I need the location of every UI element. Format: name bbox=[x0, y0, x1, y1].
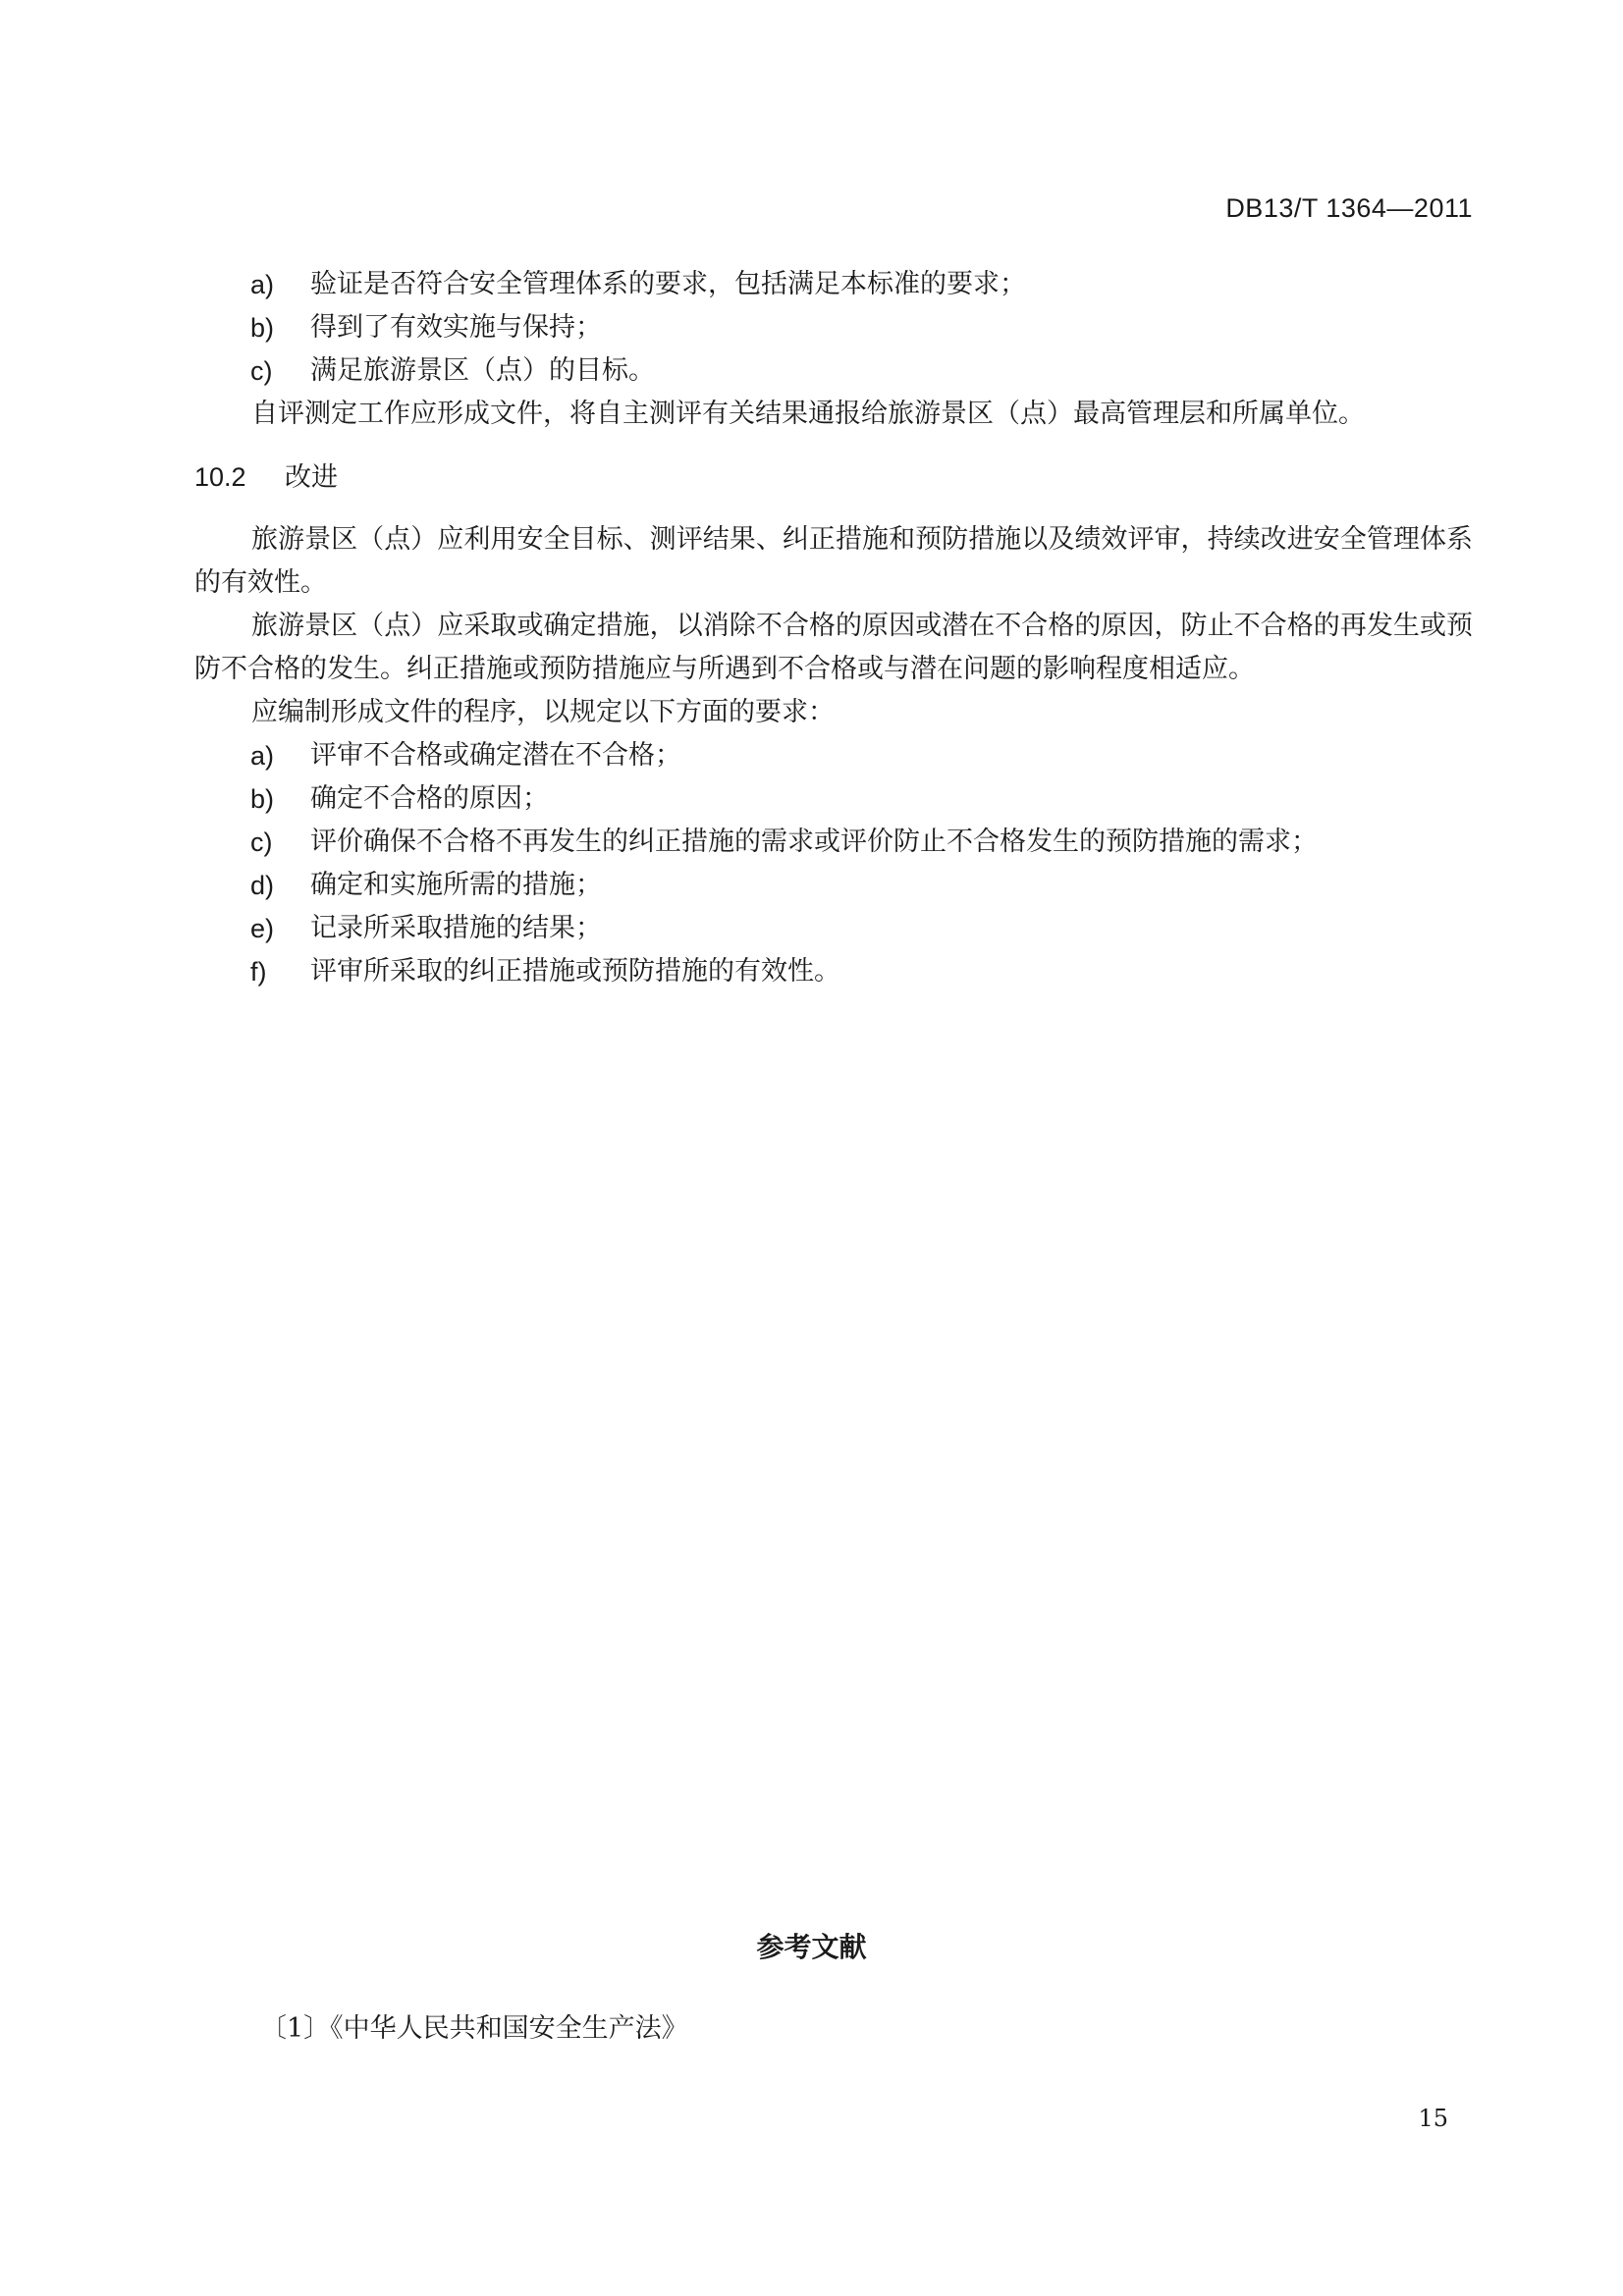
section-number: 10.2 bbox=[194, 462, 246, 492]
list-marker: e) bbox=[250, 914, 275, 943]
paragraph: 旅游景区（点）应采取或确定措施，以消除不合格的原因或潜在不合格的原因，防止不合格的再发生或预防不合格的发生。纠正措施或预防措施应与所遇到不合格或与潜在问题的影响程度相适应。 bbox=[194, 611, 1473, 684]
list-text: 确定和实施所需的措施； bbox=[310, 870, 602, 900]
list-marker: b) bbox=[250, 784, 275, 814]
list-text: 验证是否符合安全管理体系的要求，包括满足本标准的要求； bbox=[310, 269, 1026, 299]
paragraph: 旅游景区（点）应利用安全目标、测评结果、纠正措施和预防措施以及绩效评审，持续改进安全管理体系的有效性。 bbox=[194, 524, 1473, 598]
self-eval-note: 自评测定工作应形成文件，将自主测评有关结果通报给旅游景区（点）最高管理层和所属单位。 bbox=[251, 399, 1365, 429]
list-text: 评审不合格或确定潜在不合格； bbox=[310, 740, 681, 771]
document-code: DB13/T 1364—2011 bbox=[1225, 193, 1473, 223]
list-text: 评价确保不合格不再发生的纠正措施的需求或评价防止不合格发生的预防措施的需求； bbox=[310, 827, 1318, 857]
list-text: 满足旅游景区（点）的目标。 bbox=[310, 355, 655, 386]
list-text: 记录所采取措施的结果； bbox=[310, 913, 602, 943]
procedure-intro: 应编制形成文件的程序，以规定以下方面的要求： bbox=[251, 697, 835, 727]
list-marker: c) bbox=[250, 356, 273, 386]
list-marker: f) bbox=[250, 957, 267, 987]
section-heading bbox=[194, 455, 338, 499]
list-marker: a) bbox=[250, 270, 275, 299]
reference-item: 〔1〕《中华人民共和国安全生产法》 bbox=[260, 2013, 688, 2044]
list-marker: d) bbox=[250, 871, 275, 900]
list-marker: b) bbox=[250, 313, 275, 343]
list-text: 得到了有效实施与保持； bbox=[310, 312, 602, 343]
list-marker: c) bbox=[250, 828, 273, 857]
page-number: 15 bbox=[1418, 2105, 1448, 2132]
list-text: 评审所采取的纠正措施或预防措施的有效性。 bbox=[310, 956, 840, 987]
section-title: 改进 bbox=[285, 462, 338, 492]
list-marker: a) bbox=[250, 741, 275, 771]
references-title: 参考文献 bbox=[756, 1932, 867, 1962]
list-text: 确定不合格的原因； bbox=[310, 783, 549, 814]
